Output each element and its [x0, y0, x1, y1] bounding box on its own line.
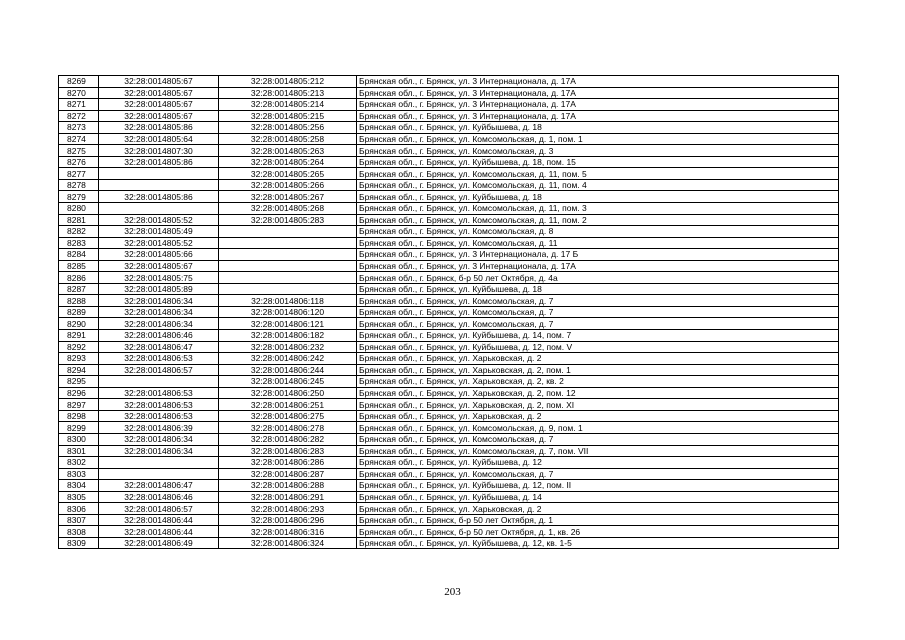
row-number-cell: 8297 — [59, 399, 99, 411]
address-cell: Брянская обл., г. Брянск, ул. 3 Интернационала, д. 17А — [357, 99, 839, 111]
land-cadastral-number-cell: 32:28:0014805:89 — [99, 283, 219, 295]
object-cadastral-number-cell: 32:28:0014805:263 — [219, 145, 357, 157]
row-number-cell: 8277 — [59, 168, 99, 180]
object-cadastral-number-cell — [219, 260, 357, 272]
object-cadastral-number-cell: 32:28:0014806:182 — [219, 330, 357, 342]
row-number-cell: 8279 — [59, 191, 99, 203]
object-cadastral-number-cell: 32:28:0014806:286 — [219, 457, 357, 469]
address-cell: Брянская обл., г. Брянск, б-р 50 лет Октября, д. 4а — [357, 272, 839, 284]
table-row — [59, 480, 839, 492]
object-cadastral-number-cell: 32:28:0014805:264 — [219, 156, 357, 168]
address-cell: Брянская обл., г. Брянск, ул. Комсомольская, д. 7 — [357, 318, 839, 330]
land-cadastral-number-cell: 32:28:0014806:53 — [99, 387, 219, 399]
address-cell: Брянская обл., г. Брянск, ул. Куйбышева, д. 12, пом. V — [357, 341, 839, 353]
object-cadastral-number-cell: 32:28:0014806:288 — [219, 480, 357, 492]
object-cadastral-number-cell: 32:28:0014806:232 — [219, 341, 357, 353]
row-number-cell: 8271 — [59, 99, 99, 111]
address-cell: Брянская обл., г. Брянск, ул. 3 Интернационала, д. 17А — [357, 87, 839, 99]
table-row — [59, 537, 839, 549]
land-cadastral-number-cell: 32:28:0014805:67 — [99, 87, 219, 99]
table-row — [59, 99, 839, 111]
object-cadastral-number-cell: 32:28:0014806:275 — [219, 410, 357, 422]
address-cell: Брянская обл., г. Брянск, ул. Комсомольская, д. 7 — [357, 295, 839, 307]
address-cell: Брянская обл., г. Брянск, ул. Комсомольская, д. 11, пом. 2 — [357, 214, 839, 226]
address-cell: Брянская обл., г. Брянск, ул. Харьковская, д. 2, кв. 2 — [357, 376, 839, 388]
table-row — [59, 341, 839, 353]
land-cadastral-number-cell: 32:28:0014805:52 — [99, 237, 219, 249]
table-row — [59, 168, 839, 180]
row-number-cell: 8298 — [59, 410, 99, 422]
address-cell: Брянская обл., г. Брянск, ул. Харьковская, д. 2, пом. XI — [357, 399, 839, 411]
object-cadastral-number-cell: 32:28:0014806:316 — [219, 526, 357, 538]
row-number-cell: 8292 — [59, 341, 99, 353]
table-row — [59, 433, 839, 445]
address-cell: Брянская обл., г. Брянск, ул. Куйбышева, д. 18 — [357, 283, 839, 295]
address-cell: Брянская обл., г. Брянск, ул. Комсомольская, д. 1, пом. 1 — [357, 133, 839, 145]
address-cell: Брянская обл., г. Брянск, ул. Комсомольская, д. 7 — [357, 306, 839, 318]
row-number-cell: 8308 — [59, 526, 99, 538]
land-cadastral-number-cell: 32:28:0014805:66 — [99, 249, 219, 261]
land-cadastral-number-cell: 32:28:0014806:53 — [99, 410, 219, 422]
address-cell: Брянская обл., г. Брянск, ул. Куйбышева, д. 12, пом. II — [357, 480, 839, 492]
address-cell: Брянская обл., г. Брянск, ул. Харьковская, д. 2 — [357, 410, 839, 422]
land-cadastral-number-cell: 32:28:0014806:34 — [99, 433, 219, 445]
land-cadastral-number-cell — [99, 457, 219, 469]
table-row — [59, 179, 839, 191]
object-cadastral-number-cell: 32:28:0014806:291 — [219, 491, 357, 503]
address-cell: Брянская обл., г. Брянск, ул. Куйбышева, д. 18 — [357, 191, 839, 203]
address-cell: Брянская обл., г. Брянск, ул. Комсомольская, д. 9, пом. 1 — [357, 422, 839, 434]
row-number-cell: 8302 — [59, 457, 99, 469]
row-number-cell: 8274 — [59, 133, 99, 145]
land-cadastral-number-cell: 32:28:0014806:34 — [99, 295, 219, 307]
address-cell: Брянская обл., г. Брянск, ул. Комсомольская, д. 11, пом. 4 — [357, 179, 839, 191]
row-number-cell: 8305 — [59, 491, 99, 503]
land-cadastral-number-cell: 32:28:0014806:44 — [99, 514, 219, 526]
land-cadastral-number-cell: 32:28:0014806:53 — [99, 353, 219, 365]
land-cadastral-number-cell — [99, 203, 219, 215]
object-cadastral-number-cell: 32:28:0014805:212 — [219, 76, 357, 88]
address-cell: Брянская обл., г. Брянск, ул. 3 Интернационала, д. 17А — [357, 110, 839, 122]
row-number-cell: 8307 — [59, 514, 99, 526]
row-number-cell: 8285 — [59, 260, 99, 272]
land-cadastral-number-cell: 32:28:0014806:47 — [99, 341, 219, 353]
land-cadastral-number-cell: 32:28:0014807:30 — [99, 145, 219, 157]
table-row — [59, 514, 839, 526]
object-cadastral-number-cell — [219, 237, 357, 249]
address-cell: Брянская обл., г. Брянск, б-р 50 лет Октября, д. 1, кв. 26 — [357, 526, 839, 538]
row-number-cell: 8304 — [59, 480, 99, 492]
object-cadastral-number-cell: 32:28:0014805:256 — [219, 122, 357, 134]
table-row — [59, 191, 839, 203]
object-cadastral-number-cell: 32:28:0014806:278 — [219, 422, 357, 434]
land-cadastral-number-cell: 32:28:0014805:86 — [99, 156, 219, 168]
object-cadastral-number-cell: 32:28:0014805:215 — [219, 110, 357, 122]
object-cadastral-number-cell — [219, 249, 357, 261]
row-number-cell: 8300 — [59, 433, 99, 445]
table-row — [59, 503, 839, 515]
row-number-cell: 8275 — [59, 145, 99, 157]
row-number-cell: 8270 — [59, 87, 99, 99]
table-row — [59, 156, 839, 168]
row-number-cell: 8290 — [59, 318, 99, 330]
object-cadastral-number-cell: 32:28:0014805:283 — [219, 214, 357, 226]
row-number-cell: 8284 — [59, 249, 99, 261]
address-cell: Брянская обл., г. Брянск, ул. Харьковская, д. 2 — [357, 353, 839, 365]
land-cadastral-number-cell: 32:28:0014805:49 — [99, 226, 219, 238]
row-number-cell: 8280 — [59, 203, 99, 215]
table-row — [59, 110, 839, 122]
address-cell: Брянская обл., г. Брянск, б-р 50 лет Октября, д. 1 — [357, 514, 839, 526]
row-number-cell: 8309 — [59, 537, 99, 549]
land-cadastral-number-cell: 32:28:0014805:75 — [99, 272, 219, 284]
property-table-body — [59, 76, 839, 549]
land-cadastral-number-cell — [99, 179, 219, 191]
property-table — [58, 75, 839, 549]
table-row — [59, 122, 839, 134]
table-row — [59, 468, 839, 480]
address-cell: Брянская обл., г. Брянск, ул. 3 Интернационала, д. 17А — [357, 260, 839, 272]
object-cadastral-number-cell: 32:28:0014805:214 — [219, 99, 357, 111]
object-cadastral-number-cell: 32:28:0014806:282 — [219, 433, 357, 445]
object-cadastral-number-cell: 32:28:0014806:324 — [219, 537, 357, 549]
land-cadastral-number-cell — [99, 168, 219, 180]
land-cadastral-number-cell: 32:28:0014806:46 — [99, 330, 219, 342]
land-cadastral-number-cell: 32:28:0014806:44 — [99, 526, 219, 538]
row-number-cell: 8296 — [59, 387, 99, 399]
row-number-cell: 8291 — [59, 330, 99, 342]
object-cadastral-number-cell: 32:28:0014806:121 — [219, 318, 357, 330]
table-row — [59, 318, 839, 330]
object-cadastral-number-cell — [219, 272, 357, 284]
row-number-cell: 8299 — [59, 422, 99, 434]
object-cadastral-number-cell: 32:28:0014805:267 — [219, 191, 357, 203]
row-number-cell: 8295 — [59, 376, 99, 388]
table-row — [59, 387, 839, 399]
address-cell: Брянская обл., г. Брянск, ул. 3 Интернационала, д. 17А — [357, 76, 839, 88]
row-number-cell: 8276 — [59, 156, 99, 168]
table-row — [59, 376, 839, 388]
land-cadastral-number-cell: 32:28:0014806:34 — [99, 445, 219, 457]
row-number-cell: 8286 — [59, 272, 99, 284]
land-cadastral-number-cell: 32:28:0014805:67 — [99, 99, 219, 111]
land-cadastral-number-cell — [99, 376, 219, 388]
table-row — [59, 457, 839, 469]
table-row — [59, 526, 839, 538]
table-row — [59, 249, 839, 261]
address-cell: Брянская обл., г. Брянск, ул. Харьковская, д. 2, пом. 12 — [357, 387, 839, 399]
row-number-cell: 8303 — [59, 468, 99, 480]
object-cadastral-number-cell: 32:28:0014806:242 — [219, 353, 357, 365]
row-number-cell: 8288 — [59, 295, 99, 307]
object-cadastral-number-cell: 32:28:0014805:268 — [219, 203, 357, 215]
land-cadastral-number-cell: 32:28:0014806:53 — [99, 399, 219, 411]
property-table-container — [58, 75, 838, 549]
land-cadastral-number-cell: 32:28:0014805:67 — [99, 260, 219, 272]
object-cadastral-number-cell: 32:28:0014806:251 — [219, 399, 357, 411]
object-cadastral-number-cell: 32:28:0014806:296 — [219, 514, 357, 526]
address-cell: Брянская обл., г. Брянск, ул. Комсомольская, д. 11 — [357, 237, 839, 249]
land-cadastral-number-cell: 32:28:0014805:52 — [99, 214, 219, 226]
land-cadastral-number-cell: 32:28:0014805:67 — [99, 76, 219, 88]
land-cadastral-number-cell: 32:28:0014806:46 — [99, 491, 219, 503]
address-cell: Брянская обл., г. Брянск, ул. Куйбышева, д. 12, кв. 1-5 — [357, 537, 839, 549]
land-cadastral-number-cell — [99, 468, 219, 480]
table-row — [59, 260, 839, 272]
table-row — [59, 214, 839, 226]
address-cell: Брянская обл., г. Брянск, ул. Комсомольская, д. 11, пом. 5 — [357, 168, 839, 180]
address-cell: Брянская обл., г. Брянск, ул. Комсомольская, д. 8 — [357, 226, 839, 238]
object-cadastral-number-cell: 32:28:0014806:118 — [219, 295, 357, 307]
land-cadastral-number-cell: 32:28:0014805:86 — [99, 191, 219, 203]
address-cell: Брянская обл., г. Брянск, ул. Комсомольская, д. 7 — [357, 468, 839, 480]
table-row — [59, 283, 839, 295]
address-cell: Брянская обл., г. Брянск, ул. Комсомольская, д. 11, пом. 3 — [357, 203, 839, 215]
address-cell: Брянская обл., г. Брянск, ул. Куйбышева, д. 14 — [357, 491, 839, 503]
row-number-cell: 8294 — [59, 364, 99, 376]
object-cadastral-number-cell: 32:28:0014806:250 — [219, 387, 357, 399]
address-cell: Брянская обл., г. Брянск, ул. Комсомольская, д. 7, пом. VII — [357, 445, 839, 457]
table-row — [59, 330, 839, 342]
object-cadastral-number-cell: 32:28:0014806:293 — [219, 503, 357, 515]
table-row — [59, 353, 839, 365]
land-cadastral-number-cell: 32:28:0014806:57 — [99, 503, 219, 515]
address-cell: Брянская обл., г. Брянск, ул. Комсомольская, д. 3 — [357, 145, 839, 157]
row-number-cell: 8278 — [59, 179, 99, 191]
address-cell: Брянская обл., г. Брянск, ул. Харьковская, д. 2 — [357, 503, 839, 515]
row-number-cell: 8289 — [59, 306, 99, 318]
land-cadastral-number-cell: 32:28:0014805:64 — [99, 133, 219, 145]
object-cadastral-number-cell: 32:28:0014805:213 — [219, 87, 357, 99]
table-row — [59, 272, 839, 284]
table-row — [59, 410, 839, 422]
address-cell: Брянская обл., г. Брянск, ул. 3 Интернационала, д. 17 Б — [357, 249, 839, 261]
land-cadastral-number-cell: 32:28:0014806:49 — [99, 537, 219, 549]
land-cadastral-number-cell: 32:28:0014806:34 — [99, 318, 219, 330]
land-cadastral-number-cell: 32:28:0014806:39 — [99, 422, 219, 434]
row-number-cell: 8287 — [59, 283, 99, 295]
page-number: 203 — [444, 586, 461, 598]
address-cell: Брянская обл., г. Брянск, ул. Куйбышева, д. 18, пом. 15 — [357, 156, 839, 168]
land-cadastral-number-cell: 32:28:0014806:57 — [99, 364, 219, 376]
object-cadastral-number-cell — [219, 226, 357, 238]
address-cell: Брянская обл., г. Брянск, ул. Куйбышева, д. 14, пом. 7 — [357, 330, 839, 342]
row-number-cell: 8306 — [59, 503, 99, 515]
object-cadastral-number-cell: 32:28:0014806:120 — [219, 306, 357, 318]
object-cadastral-number-cell: 32:28:0014806:283 — [219, 445, 357, 457]
table-row — [59, 491, 839, 503]
object-cadastral-number-cell: 32:28:0014806:287 — [219, 468, 357, 480]
row-number-cell: 8282 — [59, 226, 99, 238]
object-cadastral-number-cell: 32:28:0014805:265 — [219, 168, 357, 180]
land-cadastral-number-cell: 32:28:0014806:47 — [99, 480, 219, 492]
row-number-cell: 8283 — [59, 237, 99, 249]
object-cadastral-number-cell: 32:28:0014806:245 — [219, 376, 357, 388]
table-row — [59, 422, 839, 434]
table-row — [59, 295, 839, 307]
row-number-cell: 8272 — [59, 110, 99, 122]
object-cadastral-number-cell: 32:28:0014805:258 — [219, 133, 357, 145]
table-row — [59, 306, 839, 318]
land-cadastral-number-cell: 32:28:0014805:86 — [99, 122, 219, 134]
row-number-cell: 8293 — [59, 353, 99, 365]
land-cadastral-number-cell: 32:28:0014805:67 — [99, 110, 219, 122]
row-number-cell: 8301 — [59, 445, 99, 457]
address-cell: Брянская обл., г. Брянск, ул. Куйбышева, д. 18 — [357, 122, 839, 134]
land-cadastral-number-cell: 32:28:0014806:34 — [99, 306, 219, 318]
row-number-cell: 8281 — [59, 214, 99, 226]
table-row — [59, 203, 839, 215]
table-row — [59, 76, 839, 88]
object-cadastral-number-cell: 32:28:0014805:266 — [219, 179, 357, 191]
table-row — [59, 145, 839, 157]
table-row — [59, 399, 839, 411]
address-cell: Брянская обл., г. Брянск, ул. Харьковская, д. 2, пом. 1 — [357, 364, 839, 376]
address-cell: Брянская обл., г. Брянск, ул. Куйбышева, д. 12 — [357, 457, 839, 469]
row-number-cell: 8273 — [59, 122, 99, 134]
table-row — [59, 445, 839, 457]
table-row — [59, 133, 839, 145]
table-row — [59, 364, 839, 376]
table-row — [59, 226, 839, 238]
address-cell: Брянская обл., г. Брянск, ул. Комсомольская, д. 7 — [357, 433, 839, 445]
object-cadastral-number-cell: 32:28:0014806:244 — [219, 364, 357, 376]
table-row — [59, 87, 839, 99]
table-row — [59, 237, 839, 249]
row-number-cell: 8269 — [59, 76, 99, 88]
object-cadastral-number-cell — [219, 283, 357, 295]
